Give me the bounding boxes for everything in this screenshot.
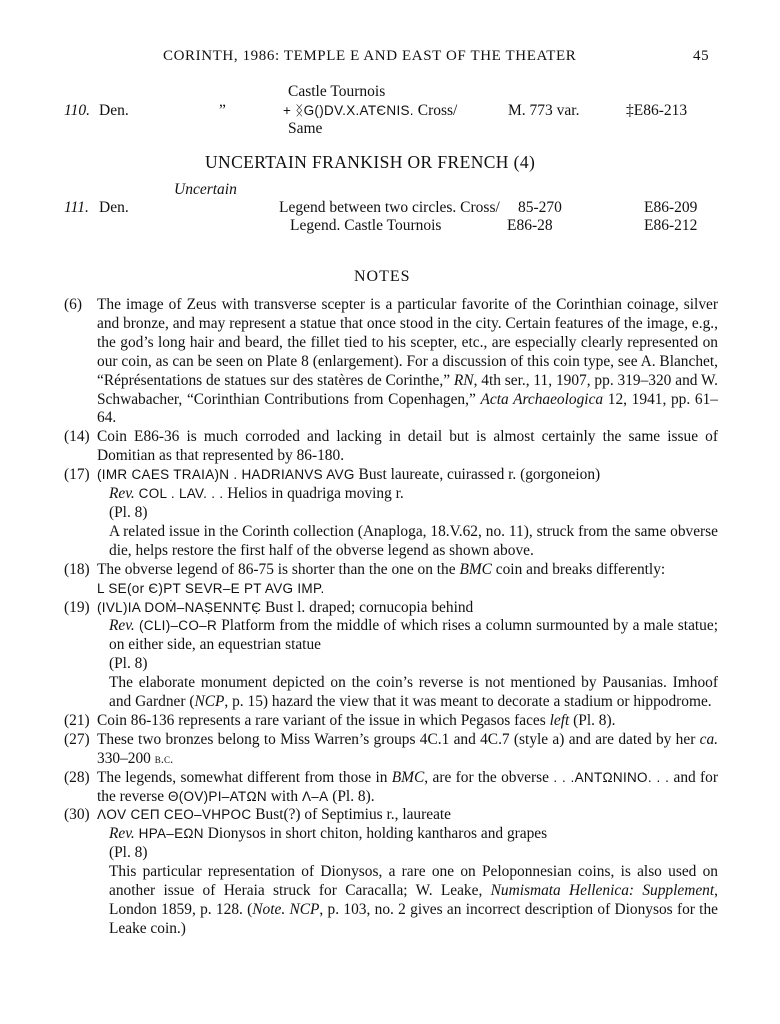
note-6 [64,296,718,428]
note-text: The legends, somewhat different from those in [97,768,392,786]
section-subtitle: Uncertain [174,181,237,198]
note-text: , p. 15) hazard the view that it was meant to decorate a stadium or hippodrome. [224,693,712,711]
notes-title: NOTES [354,268,411,285]
note-text: (Pl. 8). [569,711,616,729]
entry-111-line1: Legend between two circles. Cross/ [279,199,500,216]
journal-title: Acta Archaeologica [480,390,604,408]
note-text: and for the reverse [97,768,719,805]
era-abbrev: b.c. [154,750,174,766]
note-17 [64,466,718,561]
entry-110-reference: M. 773 var. [508,102,580,119]
note-text: , 4th ser., 11, 1907, pp. 319–320 and W. Schwabacher, “Corinthian Contributions from Copenhagen,” [97,371,718,408]
note-text: with [266,787,302,805]
obverse-legend: ΛOV CEΠ CEO–VHPOC [97,807,252,823]
plate-reference: (Pl. 8) [109,655,148,673]
catalog-abbrev: BMC [391,768,425,786]
note-text: Coin E86-36 is much corroded and lacking in detail but is almost certainly the same issue of Domitian as that represented by 86-180. [97,428,718,465]
reverse-legend: HPA–EΩN [138,826,204,842]
entry-111-ref1: 85-270 [518,199,562,216]
entry-110-reverse: Same [288,120,323,137]
note-text: These two bronzes belong to Miss Warren’s groups 4C.1 and 4C.7 (style a) and are dated by her [97,730,700,748]
note-text: The elaborate monument depicted on the coin’s reverse is not mentioned by Pausanias. Imhoof and Gardner ( [109,674,718,711]
entry-110-inventory: ‡E86-213 [626,102,688,119]
emphasis: ca. [699,730,718,748]
entry-110-cross: Cross/ [417,102,458,119]
entry-110-obverse: Castle Tournois [288,83,386,100]
note-text: , are for the obverse [424,768,554,786]
reverse-legend: COL . LAV. . . [138,486,224,502]
note-text: , London 1859, p. 128. ( [109,882,718,918]
running-header: CORINTH, 1986: TEMPLE E AND EAST OF THE THEATER [163,48,577,64]
page-number: 45 [693,48,710,64]
note-text: A related issue in the Corinth collection (Anaploga, 18.V.62, no. 11), struck from the same obverse die, helps restore the first half of the obverse legend as shown above. [109,522,718,559]
note-18 [64,561,718,599]
entry-110-ditto: ” [219,102,226,119]
entry-110-number: 110. [64,102,90,119]
obverse-legend: (IVL)IA DOṀ–NAṢENNTЄ̣ [97,599,262,615]
entry-111-line2: Legend. Castle Tournois [290,217,442,234]
note-number: (27) [64,730,90,748]
reverse-description: Platform from the middle of which rises a column surmounted by a male statue; on either side, an equestrian statue [109,617,718,654]
obverse-description: Bust laureate, cuirassed r. (gorgoneion) [354,466,601,484]
note-27 [64,731,718,769]
note-number: (14) [64,428,90,446]
emphasis: left [549,711,570,729]
section-title: UNCERTAIN FRANKISH OR FRENCH (4) [205,152,536,172]
note-number: (28) [64,768,90,786]
entry-110-legend-text: + ᛝG()DV.X.ATЄNIS. [283,103,414,118]
plate-reference: (Pl. 8) [109,844,148,862]
note-number: (30) [64,806,90,824]
catalog-abbrev: BMC [459,560,492,578]
reverse-label: Rev. [109,485,135,503]
note-text: The obverse legend of 86-75 is shorter than the one on the [97,560,460,578]
field-legend: Λ–A [301,788,329,804]
book-title: Numismata Hellenica: Supplement [490,882,715,900]
note-text: (Pl. 8). [328,787,375,805]
obverse-legend: L SE(or Є)PT SEVR–E PT AVG IMP. [97,580,325,596]
obverse-description: Bust(?) of Septimius r., laureate [251,806,452,824]
note-label: Note. NCP [252,901,320,918]
catalog-abbrev: NCP [194,693,225,711]
reverse-description: Helios in quadriga moving r. [223,485,404,503]
reverse-label: Rev. [109,825,135,843]
obverse-legend: (IMR CAES TRAIA)N . HADRIANVS AVG [97,467,355,483]
note-number: (17) [64,466,90,484]
entry-111-denomination: Den. [99,199,129,216]
note-text: 330–200 [97,749,155,767]
reverse-description: Dionysos in short chiton, holding kantharos and grapes [203,825,548,843]
note-19 [64,599,718,712]
note-number: (19) [64,598,90,616]
notes-list [64,296,718,939]
note-14 [64,428,718,466]
obverse-legend: . . .ANTΩNINO. . . [553,769,670,785]
note-number: (6) [64,296,82,313]
obverse-description: Bust l. draped; cornucopia behind [261,598,474,616]
plate-reference: (Pl. 8) [109,503,148,521]
note-text: coin and breaks differently: [491,560,666,578]
note-text: Coin 86-136 represents a rare variant of the issue in which Pegasos faces [97,711,550,729]
note-number: (21) [64,711,90,729]
note-21 [64,712,718,731]
entry-111-inv1: E86-209 [644,199,698,216]
reverse-label: Rev. [109,617,135,635]
note-28 [64,769,718,807]
note-text: 12, 1941, pp. 61–64. [97,390,718,427]
entry-111-ref2: E86-28 [507,217,553,234]
journal-abbrev: RN [453,371,474,389]
reverse-legend: (CLI)–CO–R [139,618,218,634]
note-text: , p. 103, no. 2 gives an incorrect description of Dionysos for the Leake coin.) [109,901,718,937]
note-text: The image of Zeus with transverse scepter is a particular favorite of the Corinthian coinage, silver and bronze, and may represent a statue that once stood in the city. Certain features of the image, e.g., the god’s long hair and beard, the fillet tied to his scepter, etc., are especially clearly represented on our coin, as can be seen on Plate 8 (enlargement). For a discussion of this coin type, see A. Blanchet, “Réprésentations de statues sur des statères de Corinthe,” [97,296,718,389]
reverse-legend: Θ(OV)PI–ATΩN [167,788,267,804]
entry-110-denomination: Den. [99,102,129,119]
note-number: (18) [64,560,90,578]
entry-111-inv2: E86-212 [644,217,698,234]
entry-111-number: 111. [64,199,89,216]
note-text: This particular representation of Dionysos, a rare one on Peloponnesian coins, is also used on another issue of Heraia struck for Caracalla; W. Leake, [109,863,718,900]
note-30 [64,806,718,938]
entry-110-legend [283,102,457,120]
